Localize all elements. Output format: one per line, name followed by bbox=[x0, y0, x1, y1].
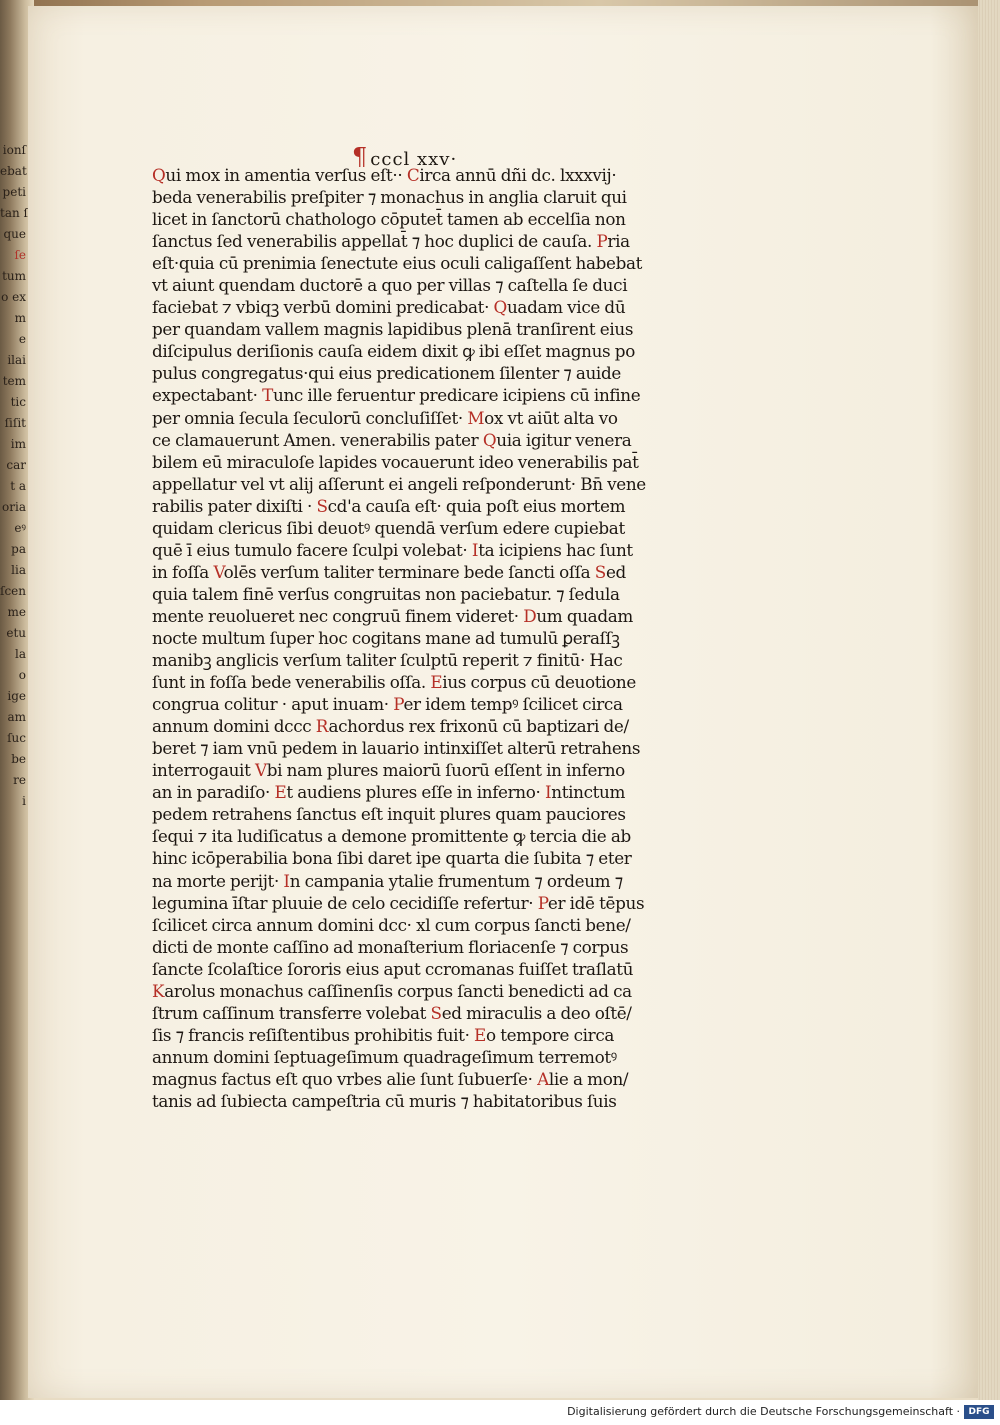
text-segment: rabilis pater dixiſti · bbox=[152, 495, 317, 516]
text-line bbox=[152, 362, 672, 384]
text-segment: o tempore circa bbox=[485, 1024, 615, 1045]
prev-page-fragment: im bbox=[10, 437, 26, 451]
text-segment: ntinctum bbox=[551, 782, 626, 803]
text-segment: manibꝫ anglicis verſum taliter ſculptū reperit ⁊ finitū· Hac bbox=[152, 650, 623, 671]
prev-page-fragment: tum bbox=[2, 269, 26, 283]
text-line bbox=[152, 914, 672, 936]
text-segment: n campania ytalie frumentum ⁊ ordeum ⁊ bbox=[289, 870, 623, 891]
prev-page-fragment: ebat bbox=[0, 164, 27, 178]
text-line bbox=[152, 870, 672, 892]
text-segment: ſanctus ſed venerabilis appellat̄ ⁊ hoc duplici de cauſa. bbox=[152, 231, 597, 252]
text-segment: uadam vice dū bbox=[506, 297, 626, 318]
text-segment: mente reuolueret nec congruū finem videret· bbox=[152, 605, 524, 626]
text-segment: quidam clericus ſibi deuotꝰ quendā verſum edere cupiebat bbox=[152, 517, 625, 538]
text-segment: ui mox in amentia verſus eſt·· bbox=[165, 165, 407, 185]
text-line bbox=[152, 958, 672, 980]
text-segment: bilem eū miraculoſe lapides vocauerunt ideo venerabilis pat̄ bbox=[152, 451, 639, 472]
prev-page-fragment: peti bbox=[2, 185, 26, 199]
dfg-logo: DFG bbox=[964, 1405, 994, 1419]
prev-page-fragment: ſcen bbox=[0, 584, 26, 598]
rubricated-initial: E bbox=[474, 1024, 486, 1045]
text-segment: an in paradiſo· bbox=[152, 782, 275, 803]
prev-page-fragment: ilai bbox=[7, 353, 26, 367]
prev-page-fragment: me bbox=[7, 605, 26, 619]
rubricated-initial: A bbox=[537, 1068, 549, 1089]
folio-label: cccl xxv· bbox=[370, 149, 458, 170]
prev-page-fragment: ſe bbox=[14, 248, 26, 262]
text-segment: annum domini dccc bbox=[152, 716, 316, 737]
text-segment: ſis ⁊ francis reſiſtentibus prohibitis fuit· bbox=[152, 1024, 475, 1045]
prev-page-fragment: e bbox=[18, 332, 26, 346]
text-line bbox=[152, 164, 672, 186]
prev-page-fragment: be bbox=[11, 752, 26, 766]
prev-page-fragment: etu bbox=[6, 626, 26, 640]
text-line bbox=[152, 451, 672, 473]
text-segment: interrogauit bbox=[152, 760, 255, 781]
previous-page-fragment bbox=[0, 140, 30, 1240]
text-line bbox=[152, 781, 672, 803]
text-segment: achordus rex frixonū cū baptizari de/ bbox=[328, 716, 629, 737]
rubricated-initial: P bbox=[596, 231, 608, 252]
text-segment: quia talem finē verſus congruitas non paciebatur. ⁊ ſedula bbox=[152, 583, 620, 604]
text-line bbox=[152, 980, 672, 1002]
prev-page-fragment: t a bbox=[10, 479, 26, 493]
text-segment: unc ille feruentur predicare icipiens cū infine bbox=[272, 385, 641, 406]
text-line bbox=[152, 495, 672, 517]
prev-page-fragment: oria bbox=[2, 500, 26, 514]
text-segment: nocte multum ſuper hoc cogitans mane ad tumulū ꝑeraſſꝫ bbox=[152, 627, 620, 648]
prev-page-fragment: ſuc bbox=[7, 731, 26, 745]
rubricated-initial: D bbox=[523, 605, 537, 626]
text-line bbox=[152, 384, 672, 406]
text-segment: vt aiunt quendam ductorē a quo per villas ⁊ caſtella ſe duci bbox=[152, 275, 628, 296]
text-line bbox=[152, 186, 672, 208]
text-segment: cd'a cauſa eſt· quia poſt eius mortem bbox=[327, 495, 626, 516]
text-segment: arolus monachus caſſinenſis corpus ſancti benedicti ad ca bbox=[164, 980, 632, 1001]
text-segment: pulus congregatus·qui eius predicationem ſilenter ⁊ auide bbox=[152, 363, 621, 384]
text-line bbox=[152, 1002, 672, 1024]
text-segment: annum domini ſeptuageſimum quadrageſimum terremotꝰ bbox=[152, 1046, 617, 1067]
prev-page-fragment: que bbox=[3, 227, 26, 241]
prev-page-fragment: tan ſ bbox=[0, 206, 28, 220]
text-segment: ius corpus cū deuotione bbox=[442, 672, 636, 693]
text-line bbox=[152, 649, 672, 671]
text-line bbox=[152, 473, 672, 495]
text-segment: ſunt in foſſa bede venerabilis oſſa. bbox=[152, 672, 431, 693]
text-line bbox=[152, 892, 672, 914]
text-segment: um quadam bbox=[536, 605, 633, 626]
text-line bbox=[152, 803, 672, 825]
text-line bbox=[152, 561, 672, 583]
rubricated-initial: M bbox=[467, 407, 485, 428]
text-segment: er idē tēpus bbox=[547, 892, 645, 913]
text-segment: dicti de monte caſſino ad monaſterium floriacenſe ⁊ corpus bbox=[152, 936, 629, 957]
text-segment: hinc icōperabilia bona ſibi daret ipe quarta die ſubita ⁊ eter bbox=[152, 848, 632, 869]
rubricated-initial: C bbox=[406, 165, 420, 185]
text-line bbox=[152, 407, 672, 429]
prev-page-fragment: ige bbox=[7, 689, 26, 703]
prev-page-fragment: pa bbox=[11, 542, 26, 556]
text-segment: appellatur vel vt alij aſſerunt ei angeli reſponderunt· Bn̄ vene bbox=[152, 473, 646, 494]
text-segment: per omnia ſecula ſeculorū concluſiſſet· bbox=[152, 407, 468, 428]
rubricated-initial: E bbox=[274, 782, 287, 803]
prev-page-fragment: eꝰ bbox=[14, 521, 26, 535]
text-line bbox=[152, 737, 672, 759]
text-segment: legumina īſtar pluuie de celo cecidiſſe refertur· bbox=[152, 892, 538, 913]
text-line bbox=[152, 1090, 672, 1112]
text-segment: ed bbox=[605, 561, 626, 582]
text-segment: licet in ſanctorū chathologo cōputet̄ tamen ab eccelſia non bbox=[152, 209, 626, 230]
prev-page-fragment: la bbox=[15, 647, 26, 661]
text-segment: ce clamauerunt Amen. venerabilis pater bbox=[152, 429, 483, 450]
text-segment: ria bbox=[607, 231, 630, 252]
rubricated-initial: S bbox=[316, 495, 328, 516]
text-segment: tanis ad ſubiecta campeſtria cū muris ⁊ habitatoribus ſuis bbox=[152, 1090, 617, 1111]
text-segment: ſequi ⁊ ita ludiſicatus a demone promittente ꝙ tercia die ab bbox=[152, 826, 631, 847]
rubricated-initial: V bbox=[254, 760, 267, 781]
text-line bbox=[152, 208, 672, 230]
text-segment: faciebat ⁊ vbiqꝫ verbū domini predicabat· bbox=[152, 297, 494, 318]
text-line bbox=[152, 936, 672, 958]
text-line bbox=[152, 627, 672, 649]
funding-credit: Digitalisierung gefördert durch die Deutsche Forschungsgemeinschaft · bbox=[567, 1405, 960, 1418]
rubricated-initial: Q bbox=[493, 297, 507, 318]
text-segment: er idem tempꝰ ſcilicet circa bbox=[403, 694, 623, 715]
text-line bbox=[152, 715, 672, 737]
text-line bbox=[152, 296, 672, 318]
text-segment: ſtrum caſſinum transferre volebat bbox=[152, 1002, 431, 1023]
text-line bbox=[152, 517, 672, 539]
text-segment: t audiens plures eſſe in inferno· bbox=[286, 782, 545, 803]
text-line bbox=[152, 1046, 672, 1068]
paraph-mark: ¶ bbox=[352, 143, 369, 171]
prev-page-fragment: m bbox=[14, 311, 26, 325]
text-line bbox=[152, 252, 672, 274]
rubricated-initial: P bbox=[537, 892, 548, 913]
text-segment: beda venerabilis preſpiter ⁊ monachus in anglia claruit qui bbox=[152, 187, 627, 208]
text-line bbox=[152, 340, 672, 362]
text-segment: uia igitur venera bbox=[496, 429, 632, 450]
prev-page-fragment: ſiſit bbox=[4, 416, 26, 430]
prev-page-fragment: lia bbox=[11, 563, 26, 577]
text-line bbox=[152, 847, 672, 869]
rubricated-initial: Q bbox=[152, 165, 166, 185]
text-line bbox=[152, 671, 672, 693]
text-line bbox=[152, 1024, 672, 1046]
prev-page-fragment: re bbox=[13, 773, 26, 787]
rubricated-initial: E bbox=[430, 672, 443, 693]
page-edges bbox=[978, 0, 1000, 1400]
footer-bar bbox=[0, 1400, 1000, 1425]
prev-page-fragment: i bbox=[22, 794, 26, 808]
prev-page-fragment: am bbox=[7, 710, 26, 724]
text-line bbox=[152, 759, 672, 781]
text-column bbox=[152, 164, 672, 1112]
text-segment: expectabant· bbox=[152, 385, 263, 406]
rubricated-initial: I bbox=[283, 870, 290, 891]
text-segment: pedem retrahens ſanctus eſt inquit plures quam pauciores bbox=[152, 804, 626, 825]
rubricated-initial: S bbox=[430, 1002, 442, 1023]
text-segment: ox vt aiūt alta vo bbox=[484, 407, 618, 428]
text-segment: olēs verſum taliter terminare bede ſancti oſſa bbox=[223, 561, 595, 582]
text-line bbox=[152, 1068, 672, 1090]
prev-page-fragment: ionſ bbox=[2, 143, 26, 157]
text-segment: beret ⁊ iam vnū pedem in lauario intinxiſſet alterū retrahens bbox=[152, 738, 641, 759]
text-line bbox=[152, 230, 672, 252]
rubricated-initial: K bbox=[152, 980, 165, 1001]
text-line bbox=[152, 274, 672, 296]
text-segment: in foſſa bbox=[152, 561, 214, 582]
text-line bbox=[152, 605, 672, 627]
prev-page-fragment: o bbox=[18, 668, 26, 682]
text-segment: per quandam vallem magnis lapidibus plenā tranſirent eius bbox=[152, 319, 634, 340]
text-segment: ta icipiens hac ſunt bbox=[478, 539, 633, 560]
text-segment: bi nam plures maiorū ſuorū eſſent in inferno bbox=[266, 760, 625, 781]
text-segment: irca annū dñi dc. lxxxvij· bbox=[419, 165, 617, 185]
text-line bbox=[152, 539, 672, 561]
prev-page-fragment: tic bbox=[10, 395, 26, 409]
text-segment: diſcipulus deriſionis cauſa eidem dixit ꝙ ibi eſſet magnus po bbox=[152, 341, 635, 362]
rubricated-initial: P bbox=[393, 694, 404, 715]
prev-page-fragment: o ex bbox=[1, 290, 26, 304]
rubricated-initial: V bbox=[213, 561, 224, 582]
rubricated-initial: S bbox=[594, 561, 606, 582]
rubricated-initial: R bbox=[315, 716, 329, 737]
text-segment: lie a mon/ bbox=[548, 1068, 629, 1089]
rubricated-initial: I bbox=[471, 539, 479, 560]
text-segment: eſt·quia cū prenimia ſenectute eius oculi caligaſſent habebat bbox=[152, 253, 643, 274]
text-segment: ed miraculis a deo oſtē/ bbox=[441, 1002, 632, 1023]
text-line bbox=[152, 825, 672, 847]
text-segment: quē ī eius tumulo facere ſculpi volebat· bbox=[152, 539, 472, 560]
text-segment: ſancte ſcolaſtice ſororis eius aput ccromanas fuiſſet traſlatū bbox=[152, 958, 634, 979]
rubricated-initial: T bbox=[262, 385, 273, 406]
rubricated-initial: Q bbox=[482, 429, 497, 450]
rubricated-initial: I bbox=[545, 782, 552, 803]
prev-page-fragment: car bbox=[6, 458, 26, 472]
text-line bbox=[152, 429, 672, 451]
text-segment: magnus factus eſt quo vrbes alie ſunt ſubuerſe· bbox=[152, 1068, 538, 1089]
text-line bbox=[152, 318, 672, 340]
prev-page-fragment: tem bbox=[2, 374, 26, 388]
text-segment: congrua colitur · aput inuam· bbox=[152, 694, 394, 715]
text-segment: na morte perijt· bbox=[152, 870, 284, 891]
text-segment: ſcilicet circa annum domini dcc· xl cum corpus ſancti bene/ bbox=[152, 914, 631, 935]
text-line bbox=[152, 583, 672, 605]
text-line bbox=[152, 693, 672, 715]
